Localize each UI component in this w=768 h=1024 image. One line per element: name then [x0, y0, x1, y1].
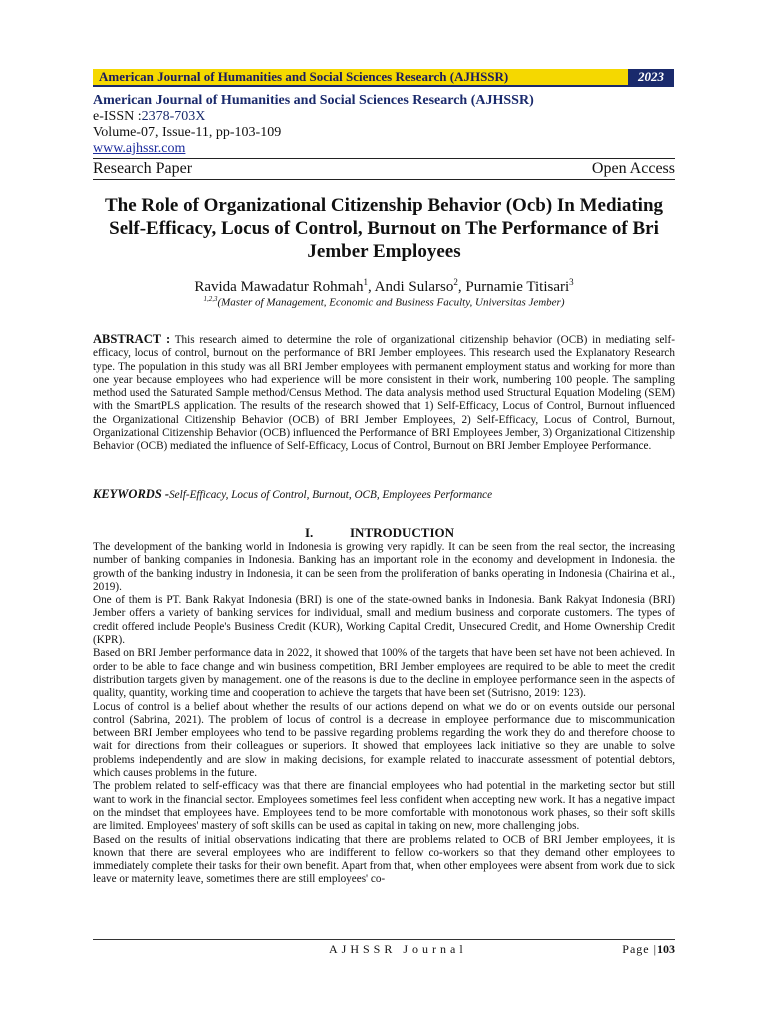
abstract-label: ABSTRACT :: [93, 332, 171, 346]
paragraph: The development of the banking world in Indonesia is growing very rapidly. It can be seen from the real sector, the increasing number of banking companies in Indonesia. Banking has an important role in the economy and development in Indonesia. the growth of the banking industry in Indonesia, it can be seen from the proliferation of banks operating in Indonesia (Chairina et al., 2019).: [93, 541, 675, 593]
issn-number: 2378-703X: [141, 109, 206, 124]
author-list: Ravida Mawadatur Rohmah$^1$, Andi Sularso$^2$, Purnamie Titisari$^3$: [194, 277, 574, 295]
author-1-sup: 1: [363, 277, 368, 287]
affiliation-text: (Master of Management, Economic and Business Faculty, Universitas Jember): [217, 296, 565, 309]
access-type: Open Access: [591, 160, 675, 177]
footer-page-label: Page |: [622, 942, 657, 956]
paper-type-row: [93, 158, 675, 180]
footer-page: [622, 942, 675, 956]
paper-title: The Role of Organizational Citizenship Behavior (Ocb) In Mediating Self-Efficacy, Locus of Control, Burnout on The Performance of Bri Jember Employees: [104, 195, 664, 262]
journal-url-link[interactable]: www.ajhssr.com: [93, 141, 186, 156]
keywords-label: KEYWORDS -: [93, 487, 170, 501]
author-2-sup: 2: [453, 277, 458, 287]
introduction-body: [93, 541, 675, 887]
journal-name: American Journal of Humanities and Social Sciences Research (AJHSSR): [93, 93, 534, 108]
author-3: Purnamie Titisari: [465, 279, 570, 295]
paragraph: One of them is PT. Bank Rakyat Indonesia (BRI) is one of the state-owned banks in Indonesia. Bank Rakyat Indonesia (BRI) Jember offers a variety of banking services for individual, small and medium business and corporate customers. The types of credit offered include People's Business Credit (KUR), Working Capital Credit, Unsecured Credit, and Home Ownership Credit (KPR).: [93, 594, 675, 647]
footer-divider: [93, 939, 675, 940]
abstract: [93, 333, 675, 454]
paragraph: Based on the results of initial observations indicating that there are problems related to OCB of BRI Jember employees, it is known that there are several employees who are indifferent to fellow co-workers so that they demand other employees to immediately complete their tasks for their own benefit. Apart from that, when other employees were absent from work due to sick leave or maternity leave, sometimes there are still employees' co-: [93, 833, 675, 886]
footer-journal: AJHSSR Journal: [329, 942, 467, 956]
section-title: INTRODUCTION: [350, 525, 455, 540]
author-1: Ravida Mawadatur Rohmah: [194, 279, 364, 295]
author-2: Andi Sularso: [374, 279, 454, 295]
affiliation: [93, 292, 675, 310]
paragraph: The problem related to self-efficacy was that there are financial employees who had potential in the marketing sector but still want to work in the financial sector. Employees sometimes feel less confident when accepting new work. It has a negative impact on the mindset that employees have. Employees tend to be more comfortable with monotonous work phases, so their soft skills are limited. Employees' mastery of soft skills can be used as capital in taking on new, more challenging jobs.: [93, 780, 675, 833]
author-3-sup: 3: [569, 277, 574, 287]
volume-info: Volume-07, Issue-11, pp-103-109: [93, 125, 282, 140]
footer-page-number: 103: [657, 942, 675, 956]
abstract-text: This research aimed to determine the role of organizational citizenship behavior (OCB) in mediating self-efficacy, locus of control, burnout on the performance of BRI Jember employees. This research used the Explanatory Research type. The population in this study was all BRI Jember employees with permanent employment status and working for more than one year because employees who had experience will be more consistent in their work, numbering 100 people. The sampling method used the Saturated Sample method/Census Method. The data analysis method used Structural Equation Modeling (SEM) with the SmartPLS application. The results of the research showed that 1) Self-Efficacy, Locus of Control, Burnout influenced the Organizational Citizenship Behavior (OCB) of BRI Jember Employees, 2) Self-Efficacy, Locus of Control, Burnout, Organizational Citizenship Behavior (OCB) influenced the Performance of BRI Employees Jember, 3) Organizational Citizenship Behavior (OCB) mediated the influence of Self-Efficacy, Locus of Control, Burnout on BRI Jember Employee Performance.: [93, 334, 675, 453]
paragraph: Based on BRI Jember performance data in 2022, it showed that 100% of the targets that have been set have not been achieved. In order to be able to face change and win business competition, BRI Jember employees are required to be able to meet the credit distribution targets given by management. one of the reasons is due to the decline in employee performance seen in the aspects of quality, quantity, working time and cooperation to achieve the targets that have been set (Sutrisno, 2019: 123).: [93, 647, 675, 700]
journal-banner-title: American Journal of Humanities and Social Sciences Research (AJHSSR): [99, 69, 509, 84]
paper-type: Research Paper: [93, 160, 193, 177]
issn: [93, 109, 205, 125]
keywords-text: Self-Efficacy, Locus of Control, Burnout, OCB, Employees Performance: [169, 489, 493, 501]
section-number: I.: [305, 525, 314, 540]
paragraph: Locus of control is a belief about whether the results of our actions depend on what we do or on events outside our personal control (Sabrina, 2021). The problem of locus of control is a decrease in employee performance due to miscommunication between BRI Jember employees who tend to be passive regarding problems regarding the work they do and therefore choose to wait for directions from their colleagues or superiors. It showed that employees lack initiative so they are unable to solve problems independently and are slow in making decisions, for example related to inaccurate assessment of potential debtors, which causes problems in the future.: [93, 700, 675, 780]
issn-label: e-ISSN :: [93, 109, 142, 124]
journal-banner-year: 2023: [628, 69, 674, 85]
keywords: [93, 487, 675, 502]
affiliation-sup: 1,2,3: [203, 295, 218, 303]
journal-banner: [93, 69, 674, 87]
